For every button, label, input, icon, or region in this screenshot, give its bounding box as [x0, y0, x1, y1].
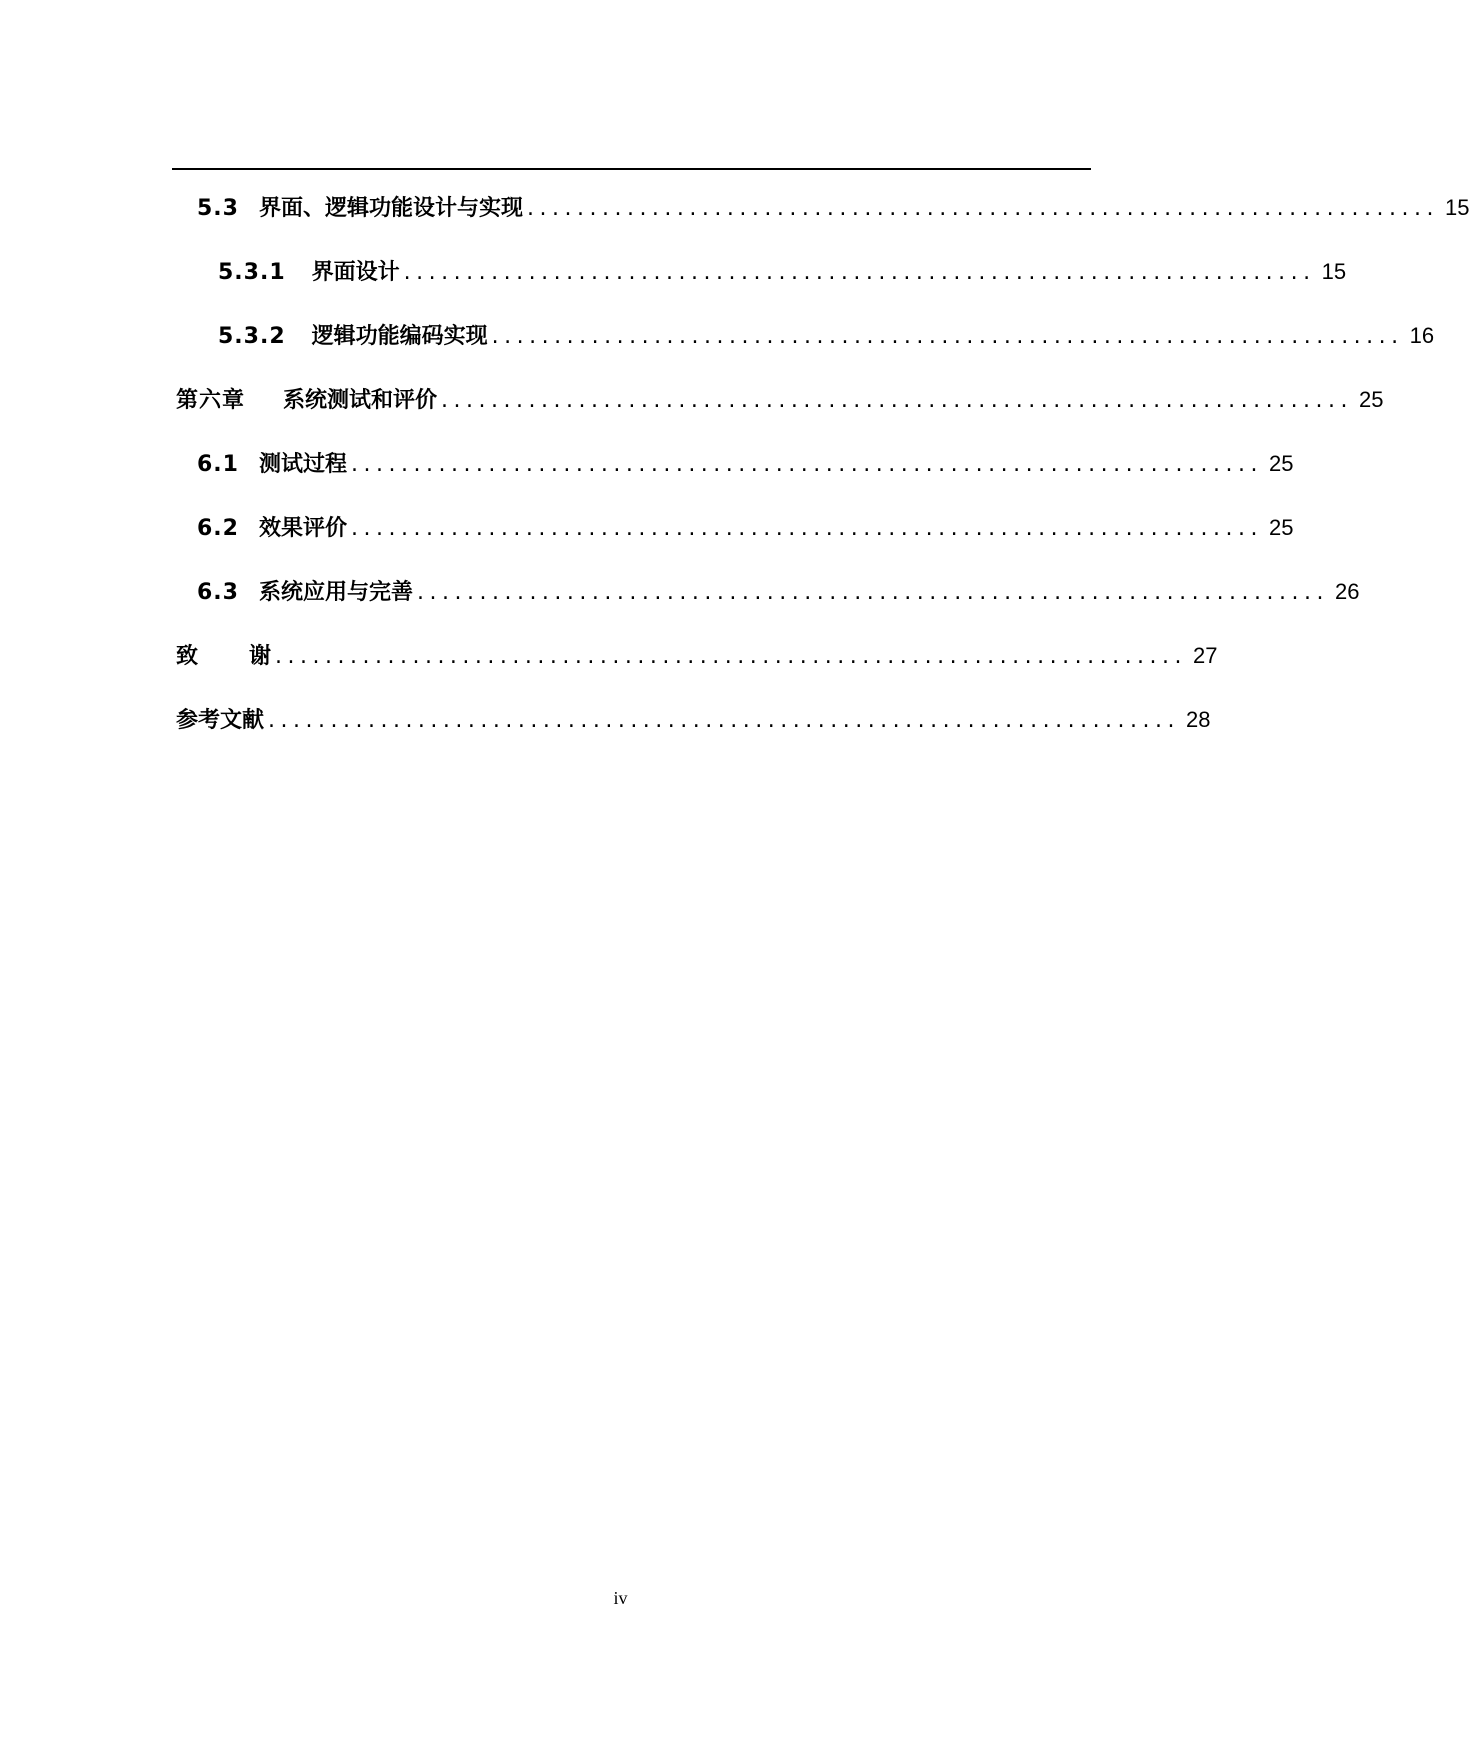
toc-entry-title: 参考文献: [176, 708, 265, 733]
toc-entry-title: 测试过程: [258, 452, 347, 477]
toc-entry-title: 逻辑功能编码实现: [311, 324, 488, 349]
toc-entry-title: 谢: [249, 644, 272, 669]
dot-leader: .........................................................................: [417, 580, 1330, 605]
toc-entry[interactable]: [197, 575, 1360, 611]
toc-entry-page: 15: [1321, 259, 1347, 284]
toc-entry-number: 致: [176, 644, 200, 669]
toc-entry-number: 5.3.1: [218, 260, 286, 285]
toc-entry-number: 第六章: [176, 388, 246, 413]
toc-entry-page: 25: [1269, 451, 1294, 476]
toc-entry-page: 28: [1186, 707, 1211, 732]
dot-leader: .........................................................................: [268, 708, 1181, 733]
toc-entry-number: 6.1: [197, 452, 239, 477]
dot-leader: .........................................................................: [491, 324, 1404, 349]
toc-entry-number: 5.3: [197, 196, 239, 221]
toc-entry-title: 效果评价: [258, 516, 347, 541]
toc-entry-page: 27: [1193, 643, 1218, 668]
dot-leader: .........................................................................: [441, 388, 1354, 413]
toc-entry[interactable]: [197, 511, 1294, 547]
toc-entry-page: 16: [1409, 323, 1435, 348]
toc-entry[interactable]: [218, 319, 1435, 355]
toc-entry-title: 界面设计: [311, 260, 400, 285]
toc-entry-page: 25: [1359, 387, 1384, 412]
toc-entry[interactable]: [176, 383, 1384, 419]
toc-entry-title: 系统测试和评价: [283, 388, 438, 413]
toc-entry-title: 系统应用与完善: [258, 580, 413, 605]
toc-entry-title: 界面、逻辑功能设计与实现: [258, 196, 523, 221]
toc-entry[interactable]: [176, 639, 1218, 675]
toc-entry-page: 15: [1445, 195, 1470, 220]
toc-entry-number: 6.2: [197, 516, 239, 541]
toc-entry-page: 25: [1269, 515, 1294, 540]
dot-leader: .........................................................................: [527, 196, 1440, 221]
dot-leader: .........................................................................: [351, 516, 1264, 541]
toc-entry[interactable]: [197, 447, 1294, 483]
toc-entry-number: 5.3.2: [218, 324, 286, 349]
toc-entry-number: 6.3: [197, 580, 239, 605]
dot-leader: .........................................................................: [275, 644, 1188, 669]
toc-entry[interactable]: [218, 255, 1347, 291]
dot-leader: .........................................................................: [403, 260, 1316, 285]
toc-entry-page: 26: [1335, 579, 1360, 604]
toc-entry[interactable]: [176, 703, 1211, 739]
toc-entry[interactable]: [197, 191, 1470, 227]
dot-leader: .........................................................................: [351, 452, 1264, 477]
footer-page-number: iv: [613, 1588, 628, 1608]
